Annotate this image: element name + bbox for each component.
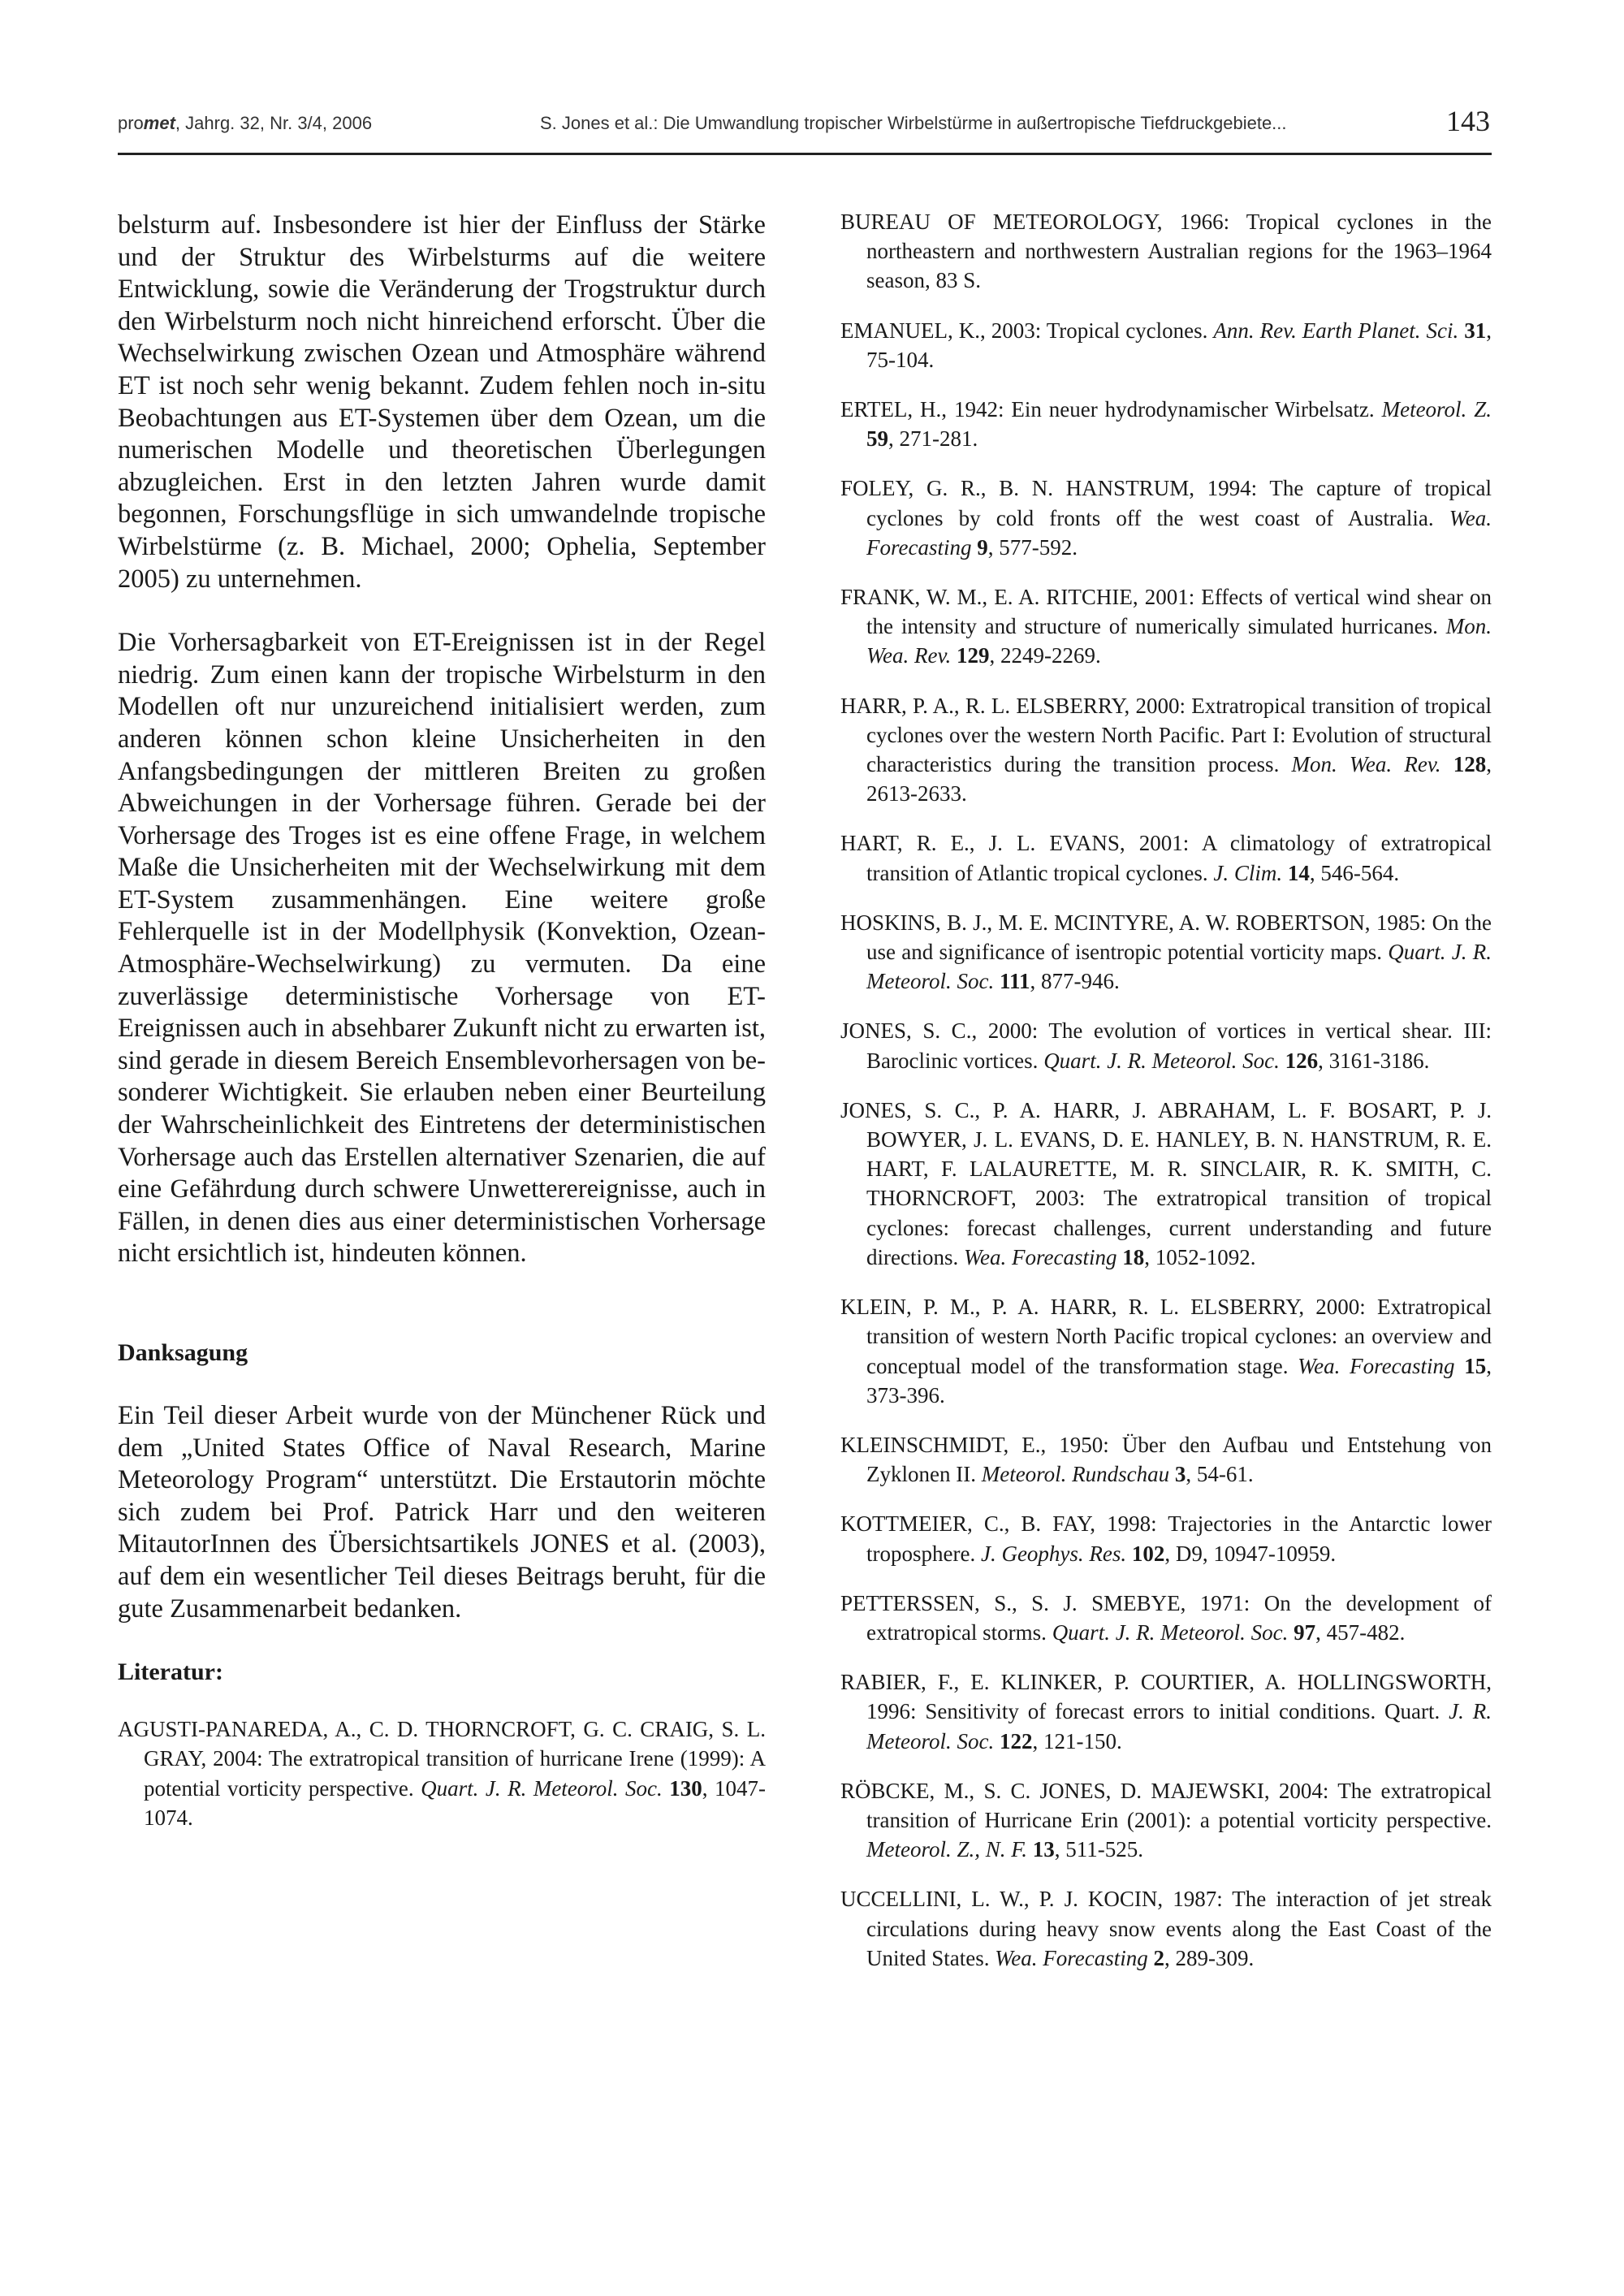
reference-authors-title: RÖBCKE, M., S. C. JONES, D. MAJEWSKI, 2004: The extratropical transition of Hurricane Erin (2001): a potential vorticity perspective. [840, 1778, 1492, 1832]
reference-pages: , 577-592. [987, 534, 1078, 560]
reference-authors-title: KLEIN, P. M., P. A. HARR, R. L. ELSBERRY, 2000: Extratropical transition of western North Pacific tropical cyclones: an overview and conceptual model of the transformation stage. [840, 1295, 1492, 1378]
reference-pages: , 289-309. [1164, 1945, 1255, 1970]
reference-pages: , 75-104. [866, 318, 1492, 372]
reference-volume: 3 [1174, 1462, 1186, 1487]
reference-journal: Wea. Forecasting [963, 1244, 1117, 1269]
running-title: S. Jones et al.: Die Umwandlung tropischer Wirbelstürme in außertropische Tiefdruckgebiete... [540, 113, 1287, 133]
running-header [118, 104, 1492, 155]
reference-authors-title: JONES, S. C., P. A. HARR, J. ABRAHAM, L. F. BOSART, P. J. BOWYER, J. L. EVANS, D. E. HANLEY, B. N. HANSTRUM, R. E. HART, F. LALAURETTE, M. R. SINCLAIR, R. K. SMITH, C. THORNCROFT, 2003: The extratropical transition of tropical cyclones: forecast challenges, current understanding and future directions. [840, 1097, 1492, 1269]
reference-journal: Wea. Forecasting [866, 505, 1492, 560]
reference-journal: Quart. J. R. Meteorol. Soc. [866, 940, 1492, 994]
reference-pages: , 546-564. [1309, 860, 1400, 885]
reference-volume: 97 [1294, 1619, 1316, 1645]
reference-entry [840, 908, 1492, 997]
body-paragraph-2: Die Vorhersagbarkeit von ET-Ereignissen ist in der Regel niedrig. Zum einen kann der tropische Wirbelsturm in den Modellen oft nur unzureichend initialisiert werden, zum anderen können schon kleine Unsicherheiten in den Anfangsbedingungen der mittleren Breiten zu großen Abweichungen in der Vorhersage führen. Gerade bei der Vorhersage des Troges ist es eine offene Frage, in welchem Maße die Unsicherheiten mit der Wechselwirkung mit dem ET-System zusammenhängen. Eine weitere große Fehlerquelle ist in der Modellphysik (Konvektion, Ozean-Atmosphäre-Wechselwirkung) zu vermuten. Da eine zuverlässige deterministische Vorhersage von ET-Ereignissen auch in absehbarer Zukunft nicht zu erwarten ist, sind gerade in diesem Bereich Ensemblevorhersagen von besonderer Wichtigkeit. Sie erlauben neben einer Beurteilung der Wahrscheinlichkeit des Eintretens der deterministischen Vorhersage auch das Erstellen alternativer Szenarien, die auf eine Gefährdung durch schwere Unwetterereignisse, auch in Fällen, in denen dies aus einer deterministischen Vorhersage nicht ersichtlich ist, hindeuten können. [118, 628, 766, 1269]
reference-entry [840, 1776, 1492, 1865]
reference-volume: 111 [999, 969, 1030, 994]
acknowledgements-heading: Danksagung [118, 1339, 248, 1366]
reference-journal: J. Clim. [1213, 860, 1283, 885]
reference-entry [840, 395, 1492, 453]
reference-entry [840, 207, 1492, 296]
reference-authors-title: BUREAU OF METEOROLOGY, 1966: Tropical cyclones in the northeastern and northwestern Australian regions for the 1963–1964 season, 83 S. [840, 210, 1492, 293]
reference-entry [840, 1884, 1492, 1973]
journal-info [118, 113, 372, 134]
reference-volume: 126 [1285, 1048, 1319, 1073]
reference-journal: Quart. J. R. Meteorol. Soc. [1052, 1619, 1289, 1645]
reference-authors-title: PETTERSSEN, S., S. J. SMEBYE, 1971: On the development of extratropical storms. [840, 1590, 1492, 1645]
reference-authors-title: AGUSTI-PANAREDA, A., C. D. THORNCROFT, G. C. CRAIG, S. L. GRAY, 2004: The extratropical transition of hurricane Irene (1999): A potential vorticity perspective. [118, 1717, 766, 1801]
reference-authors-title: FRANK, W. M., E. A. RITCHIE, 2001: Effects of vertical wind shear on the intensity and structure of numerically simulated hurricanes. [840, 585, 1492, 639]
reference-authors-title: HARR, P. A., R. L. ELSBERRY, 2000: Extratropical transition of tropical cyclones over the western North Pacific. Part I: Evolution of structural characteristics during the transition process. [840, 693, 1492, 777]
reference-entry [840, 828, 1492, 887]
reference-volume: 18 [1122, 1244, 1145, 1269]
reference-journal: J. R. Meteorol. Soc. [866, 1699, 1492, 1753]
reference-authors-title: EMANUEL, K., 2003: Tropical cyclones. [840, 318, 1214, 343]
page-number: 143 [1446, 105, 1490, 137]
reference-pages: , 3161-3186. [1318, 1048, 1430, 1073]
references-left [118, 1714, 766, 1832]
reference-authors-title: FOLEY, G. R., B. N. HANSTRUM, 1994: The capture of tropical cyclones by cold fronts off the west coast of Australia. [840, 476, 1492, 530]
reference-entry [118, 1714, 766, 1832]
reference-entry [840, 691, 1492, 809]
reference-volume: 14 [1287, 860, 1310, 885]
reference-journal: Wea. Forecasting [995, 1945, 1148, 1970]
reference-journal: Wea. Forecasting [1298, 1353, 1455, 1378]
reference-volume: 13 [1032, 1837, 1055, 1862]
reference-volume: 2 [1153, 1945, 1164, 1970]
reference-pages: , 271-281. [888, 426, 978, 452]
journal-name-emphasis: met [143, 113, 175, 133]
reference-entry [840, 1509, 1492, 1567]
reference-authors-title: HART, R. E., J. L. EVANS, 2001: A climatology of extratropical transition of Atlantic tropical cyclones. [840, 831, 1492, 885]
reference-entry [840, 1430, 1492, 1489]
reference-authors-title: RABIER, F., E. KLINKER, P. COURTIER, A. HOLLINGSWORTH, 1996: Sensitivity of forecast errors to initial conditions. Quart. [840, 1670, 1492, 1724]
reference-volume: 130 [669, 1775, 702, 1801]
reference-volume: 59 [866, 426, 888, 452]
reference-authors-title: JONES, S. C., 2000: The evolution of vortices in vertical shear. III: Baroclinic vortices. [840, 1018, 1492, 1073]
reference-entry [840, 582, 1492, 671]
reference-journal: Meteorol. Rundschau [981, 1462, 1170, 1487]
reference-journal: Quart. J. R. Meteorol. Soc. [421, 1775, 663, 1801]
reference-journal: J. Geophys. Res. [980, 1541, 1127, 1566]
reference-pages: , 1047-1074. [144, 1775, 767, 1830]
reference-pages: , D9, 10947-10959. [1164, 1541, 1337, 1566]
reference-entry [840, 316, 1492, 374]
reference-pages: , 877-946. [1030, 969, 1120, 994]
reference-authors-title: HOSKINS, B. J., M. E. MCINTYRE, A. W. ROBERTSON, 1985: On the use and significance of isentropic potential vorticity maps. [840, 910, 1492, 965]
reference-authors-title: KLEINSCHMIDT, E., 1950: Über den Aufbau und Entstehung von Zyklonen II. [840, 1432, 1492, 1487]
reference-volume: 15 [1464, 1353, 1487, 1378]
reference-pages: , 1052-1092. [1144, 1244, 1256, 1269]
reference-authors-title: ERTEL, H., 1942: Ein neuer hydrodynamischer Wirbelsatz. [840, 397, 1382, 422]
reference-volume: 31 [1464, 318, 1487, 343]
left-column [118, 210, 766, 1832]
reference-volume: 102 [1131, 1541, 1165, 1566]
reference-pages: , 2613-2633. [866, 752, 1492, 806]
reference-journal: Mon. Wea. Rev. [866, 614, 1492, 668]
reference-journal: Meteorol. Z., N. F. [866, 1837, 1028, 1862]
reference-authors-title: UCCELLINI, L. W., P. J. KOCIN, 1987: The interaction of jet streak circulations during heavy snow events along the East Coast of the United States. [840, 1887, 1492, 1970]
acknowledgements-text: Ein Teil dieser Arbeit wurde von der Münchener Rück und dem „United States Office of Naval Research, Marine Meteorology Program“ unterstützt. Die Erstautorin möchte sich zudem bei Prof. Patrick Harr und den weiteren MitautorInnen des Übersichtsartikels JONES et al. (2003), auf dem ein wesentlicher Teil dieses Beitrags beruht, für die gute Zusammenarbeit bedanken. [118, 1401, 766, 1624]
references-right [840, 207, 1492, 1993]
literature-heading: Literatur: [118, 1658, 223, 1686]
reference-entry [840, 1292, 1492, 1410]
reference-journal: Mon. Wea. Rev. [1291, 752, 1441, 777]
reference-entry [840, 1096, 1492, 1272]
reference-volume: 128 [1453, 752, 1487, 777]
reference-entry [840, 1016, 1492, 1074]
reference-volume: 122 [999, 1728, 1033, 1753]
reference-journal: Meteorol. Z. [1381, 397, 1492, 422]
reference-entry [840, 1667, 1492, 1756]
journal-name-prefix: pro [118, 113, 144, 133]
reference-volume: 129 [956, 643, 990, 668]
reference-pages: , 2249-2269. [989, 643, 1101, 668]
reference-authors-title: KOTTMEIER, C., B. FAY, 1998: Trajectories in the Antarctic lower troposphere. [840, 1511, 1492, 1566]
reference-pages: , 54-61. [1186, 1462, 1254, 1487]
journal-issue: , Jahrg. 32, Nr. 3/4, 2006 [175, 113, 373, 133]
reference-pages: , 511-525. [1054, 1837, 1144, 1862]
reference-pages: , 121-150. [1032, 1728, 1122, 1753]
reference-volume: 9 [977, 534, 988, 560]
reference-journal: Ann. Rev. Earth Planet. Sci. [1213, 318, 1459, 343]
reference-pages: , 373-396. [866, 1353, 1492, 1407]
reference-entry [840, 473, 1492, 562]
reference-entry [840, 1589, 1492, 1647]
reference-journal: Quart. J. R. Meteorol. Soc. [1043, 1048, 1280, 1073]
body-paragraph-1: belsturm auf. Insbesondere ist hier der Einfluss der Stärke und der Struktur des Wirbelsturms auf die weitere Entwicklung, sowie die Veränderung der Trogstruktur durch den Wirbelsturm noch nicht hinreichend erforscht. Über die Wechselwirkung zwischen Ozean und Atmosphäre während ET ist noch sehr wenig bekannt. Zudem fehlen noch in-situ Beobachtungen aus ET-Systemen über dem Ozean, um die numerischen Modelle und theoretischen Überlegungen abzugleichen. Erst in den letzten Jahren wurde damit begonnen, Forschungsflüge in sich umwandelnde tropische Wirbelstürme (z. B. Michael, 2000; Ophelia, September 2005) zu unternehmen. [118, 210, 766, 594]
reference-pages: , 457-482. [1315, 1619, 1406, 1645]
